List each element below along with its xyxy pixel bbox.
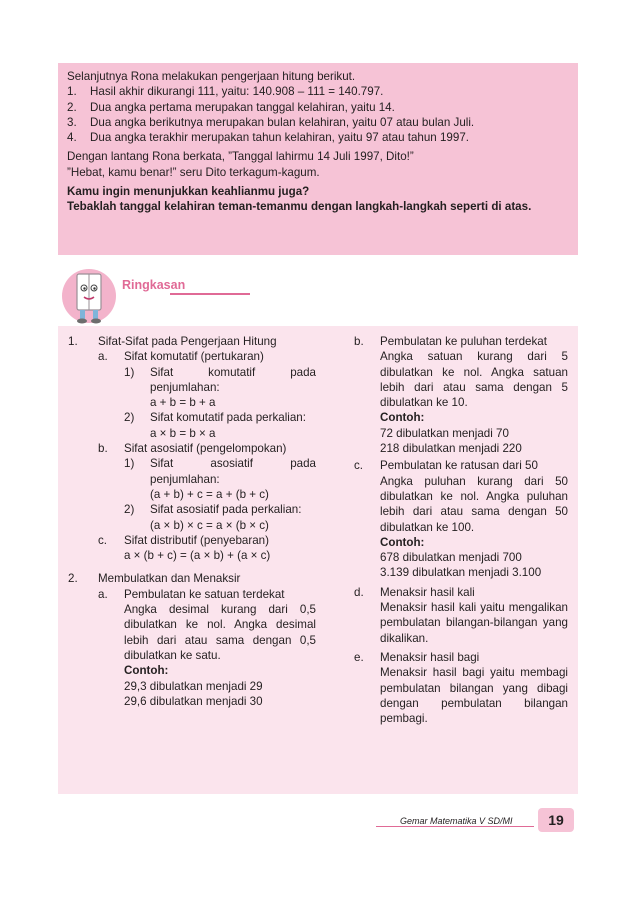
list-item xyxy=(124,456,316,502)
ringkasan-header xyxy=(58,268,578,326)
book-title: Gemar Matematika V SD/MI xyxy=(400,816,513,826)
item-letter: b. xyxy=(98,442,108,456)
step-text: Hasil akhir dikurangi 111, yaitu: 140.908 – 111 = 140.797. xyxy=(90,85,384,99)
step-text: Dua angka pertama merupakan tanggal kelahiran, yaitu 14. xyxy=(90,100,395,114)
item-title: Menaksir hasil bagi xyxy=(380,650,480,664)
ringkasan-title: Ringkasan xyxy=(122,278,186,292)
item-letter: a. xyxy=(98,587,108,601)
item-letter: b. xyxy=(354,335,364,348)
steps-list xyxy=(67,84,569,145)
summary-right-column xyxy=(354,334,568,726)
summary-left-column xyxy=(68,334,316,709)
challenge-question: Kamu ingin menunjukkan keahlianmu juga? xyxy=(67,185,310,199)
list-item xyxy=(67,100,569,115)
dialog-line-2: ”Hebat, kamu benar!” seru Dito terkagum-kagum. xyxy=(67,165,320,179)
footer-rule xyxy=(376,826,534,827)
formula: a + b = b + a xyxy=(150,396,216,410)
example-label: Contoh: xyxy=(380,535,425,549)
formula: (a + b) + c = a + (b + c) xyxy=(150,487,269,501)
item-title: Menaksir hasil kali xyxy=(380,585,475,599)
formula: a × (b + c) = (a × b) + (a × c) xyxy=(124,549,271,563)
item-title: Pembulatan ke ratusan dari 50 xyxy=(380,459,538,473)
item-text: Angka satuan kurang dari 5 dibulatkan ke nol. Angka satuan lebih dari atau sama dengan 5 dibulatkan ke 10. xyxy=(380,350,568,410)
section-title: Sifat-Sifat pada Pengerjaan Hitung xyxy=(98,335,277,348)
section-heading xyxy=(68,571,316,586)
item-letter: c. xyxy=(354,459,364,473)
page-number: 19 xyxy=(538,808,574,832)
item-title: Pembulatan ke puluhan terdekat xyxy=(380,335,547,348)
item-text: Angka desimal kurang dari 0,5 dibulatkan ke nol. Angka desimal lebih dari atau sama dengan 0,5 dibulatkan ke satu. xyxy=(124,603,316,662)
item-title: Sifat asosiatif (pengelompokan) xyxy=(124,442,287,456)
step-number: 2. xyxy=(67,100,77,114)
list-item xyxy=(67,130,569,145)
list-item xyxy=(98,349,316,364)
example-label: Contoh: xyxy=(380,411,425,425)
item-text: Sifat komutatif pada perkalian: xyxy=(150,411,306,425)
example-line: 29,3 dibulatkan menjadi 29 xyxy=(124,679,263,693)
example-label: Contoh: xyxy=(124,664,169,678)
section-number: 2. xyxy=(68,572,78,586)
item-text: Menaksir hasil bagi yaitu membagi pembulatan bilangan yang dibagi dengan pembulatan bilangan pembagi. xyxy=(380,666,568,726)
list-item xyxy=(67,84,569,99)
item-number: 2) xyxy=(124,411,135,425)
example-line: 678 dibulatkan menjadi 700 xyxy=(380,551,522,565)
list-item xyxy=(354,334,568,456)
item-number: 1) xyxy=(124,365,135,379)
list-item xyxy=(98,441,316,456)
item-title: Sifat komutatif (pertukaran) xyxy=(124,350,264,364)
item-text: Sifat asosiatif pada perkalian: xyxy=(150,503,302,517)
section-number: 1. xyxy=(68,335,78,348)
item-title: Pembulatan ke satuan terdekat xyxy=(124,587,285,601)
item-number: 1) xyxy=(124,457,135,471)
section-title: Membulatkan dan Menaksir xyxy=(98,572,241,586)
list-item xyxy=(354,458,568,580)
formula: (a × b) × c = a × (b × c) xyxy=(150,518,269,532)
step-number: 1. xyxy=(67,85,77,99)
list-item xyxy=(98,587,316,709)
dialog-line-1: Dengan lantang Rona berkata, ”Tanggal lahirmu 14 Juli 1997, Dito!” xyxy=(67,150,414,164)
example-line: 72 dibulatkan menjadi 70 xyxy=(380,426,509,440)
item-letter: c. xyxy=(98,533,108,547)
step-text: Dua angka terakhir merupakan tahun kelahiran, yaitu 97 atau tahun 1997. xyxy=(90,131,469,145)
list-item xyxy=(124,365,316,411)
list-item xyxy=(98,533,316,564)
step-text: Dua angka berikutnya merupakan bulan kelahiran, yaitu 07 atau bulan Juli. xyxy=(90,115,475,129)
intro-box xyxy=(58,63,578,255)
example-line: 3.139 dibulatkan menjadi 3.100 xyxy=(380,566,542,580)
step-number: 3. xyxy=(67,115,77,129)
example-line: 218 dibulatkan menjadi 220 xyxy=(380,442,522,456)
intro-lead: Selanjutnya Rona melakukan pengerjaan hitung berikut. xyxy=(67,70,356,83)
list-item xyxy=(124,410,316,441)
list-item xyxy=(354,585,568,646)
title-underline xyxy=(170,293,250,295)
summary-panel xyxy=(58,326,578,794)
list-item xyxy=(124,502,316,533)
item-text: Sifat komutatif pada penjumlahan: xyxy=(150,365,316,394)
item-title: Sifat distributif (penyebaran) xyxy=(124,533,269,547)
formula: a × b = b × a xyxy=(150,426,216,440)
example-line: 29,6 dibulatkan menjadi 30 xyxy=(124,694,263,708)
item-text: Menaksir hasil kali yaitu mengalikan pembulatan bilangan-bilangan yang dikalikan. xyxy=(380,601,568,645)
list-item xyxy=(67,115,569,130)
list-item xyxy=(354,650,568,726)
item-number: 2) xyxy=(124,503,135,517)
item-letter: a. xyxy=(98,350,108,364)
step-number: 4. xyxy=(67,131,77,145)
item-text: Sifat asosiatif pada penjumlahan: xyxy=(150,457,316,486)
item-letter: d. xyxy=(354,585,364,599)
challenge-instruction: Tebaklah tanggal kelahiran teman-temanmu dengan langkah-langkah seperti di atas. xyxy=(67,200,532,214)
item-text: Angka puluhan kurang dari 50 dibulatkan ke nol. Angka puluhan lebih dari atau sama dengan 50 dibulatkan ke 100. xyxy=(380,474,568,534)
item-letter: e. xyxy=(354,650,364,664)
book-character-icon xyxy=(60,264,118,326)
section-heading xyxy=(68,334,316,349)
